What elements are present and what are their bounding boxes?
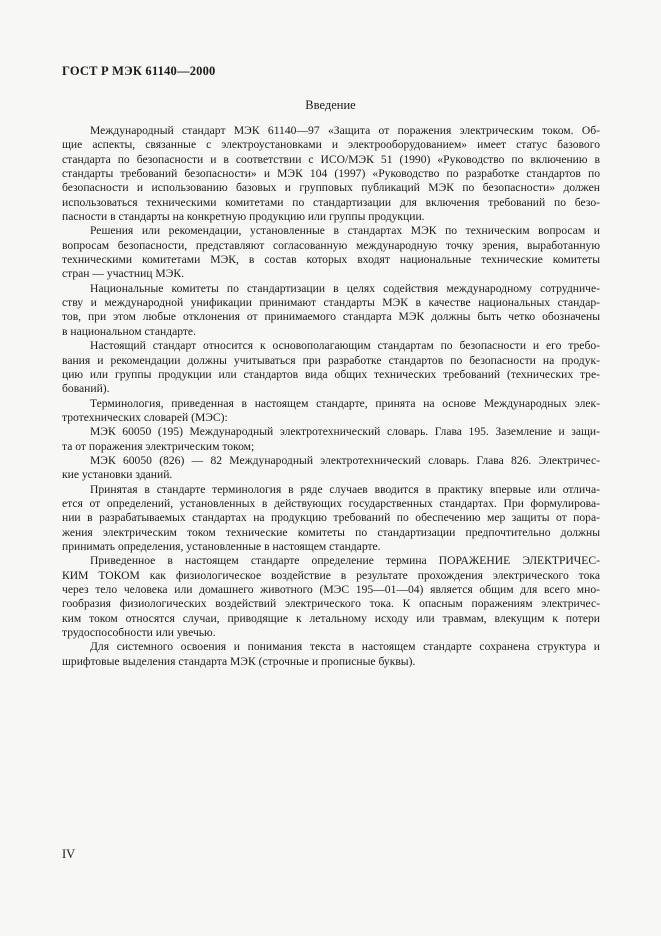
text-line: шрифтовые выделения стандарта МЭК (строчные и прописные буквы).	[62, 654, 416, 668]
text-line: цию или группы продукции или стандартов вида общих технических требований (технических тре-	[62, 367, 600, 381]
text-line: стран — участниц МЭК.	[62, 267, 184, 281]
paragraph	[62, 483, 600, 555]
text-line: МЭК 60050 (195) Международный электротехнический словарь. Глава 195. Заземление и защи-	[90, 425, 600, 439]
introduction-body	[62, 124, 600, 669]
text-line: стандарты требований безопасности» и МЭК 104 (1997) «Руководство по разработке стандартов по	[62, 167, 600, 181]
text-line: бований).	[62, 382, 110, 396]
text-line: щие аспекты, связанные с электроустановками и электрооборудованием» имеет статус базового	[62, 138, 600, 152]
section-title: Введение	[305, 98, 356, 112]
text-line: Настоящий стандарт относится к основополагающим стандартам по безопасности и его требо-	[90, 339, 600, 353]
text-line: Решения или рекомендации, установленные в стандартах МЭК по техническим вопросам и	[90, 224, 600, 238]
text-line: Приведенное в настоящем стандарте определение термина ПОРАЖЕНИЕ ЭЛЕКТРИЧЕС-	[90, 554, 600, 568]
text-line: ким током относятся случаи, приводящие к летальному исходу или травмам, влекущим к потери	[62, 611, 600, 625]
text-line: Международный стандарт МЭК 61140—97 «Защита от поражения электрическим током. Об-	[90, 124, 600, 137]
text-line: гообразия физиологических воздействий электрического тока. К опасным поражениям электричес-	[62, 597, 600, 611]
text-line: ется от определений, установленных в действующих государственных стандартах. При формулирова-	[62, 496, 600, 510]
paragraph	[62, 124, 600, 224]
text-line: трудоспособности или увечью.	[62, 626, 216, 640]
text-line: Для системного освоения и понимания текста в настоящем стандарте сохранена структура и	[90, 640, 600, 654]
page-number: IV	[62, 847, 76, 861]
text-line: тротехнических словарей (МЭС):	[62, 410, 228, 424]
text-line: КИМ ТОКОМ как физиологическое воздействие в результате прохождения электрического тока	[62, 568, 600, 582]
text-line: безопасности и использованию базовых и групповых публикаций МЭК по безопасности» должен	[62, 181, 600, 195]
text-line: принимать определения, установленные в настоящем стандарте.	[62, 539, 381, 553]
paragraph	[62, 282, 600, 339]
text-line: вания и рекомендации должны учитываться при разработке стандартов по безопасности на продук-	[62, 353, 600, 367]
text-line: ству и международной унификации принимают стандарты МЭК в качестве национальных стандар-	[62, 296, 600, 310]
text-line: вопросам безопасности, представляют согласованную международную точку зрения, выработанную	[62, 238, 600, 252]
text-line: Принятая в стандарте терминология в ряде случаев вводится в практику впервые или отлича-	[90, 482, 600, 496]
document-code-header: ГОСТ Р МЭК 61140—2000	[62, 64, 216, 78]
text-line: нии в разрабатываемых стандартах на продукцию требований по обеспечению мер защиты от пора-	[62, 511, 600, 525]
text-line: пасности в стандарты на конкретную продукцию или группы продукции.	[62, 210, 425, 224]
paragraph	[62, 397, 600, 426]
text-line: техническими комитетами МЭК, в состав которых входят национальные технические комитеты	[62, 253, 600, 267]
text-line: в национальном стандарте.	[62, 324, 196, 338]
text-line: та от поражения электрическим током;	[62, 439, 255, 453]
paragraph	[62, 224, 600, 281]
text-line: Терминология, приведенная в настоящем стандарте, принята на основе Международных элек-	[90, 396, 600, 410]
text-line: кие установки зданий.	[62, 468, 173, 482]
paragraph	[62, 554, 600, 640]
text-line: использоваться техническими комитетами по стандартизации для включения требований по безо-	[62, 195, 600, 209]
text-line: Национальные комитеты по стандартизации в целях содействия международному сотрудниче-	[90, 281, 600, 295]
text-line: жения электрическим током технические комитеты по стандартизации предпочтительно должны	[62, 525, 600, 539]
text-line: стандарта по безопасности и в соответствии с ИСО/МЭК 51 (1990) «Руководство по включению в	[62, 152, 600, 166]
text-line: через тело человека или домашнего животного (МЭС 195—01—04) является общим для всего мно-	[62, 583, 600, 596]
paragraph	[62, 339, 600, 396]
text-line: МЭК 60050 (826) — 82 Международный электротехнический словарь. Глава 826. Электричес-	[90, 453, 600, 467]
paragraph	[62, 425, 600, 454]
paragraph	[62, 640, 600, 669]
paragraph	[62, 454, 600, 483]
text-line: тов, при этом любые отклонения от принимаемого стандарта МЭК должны быть четко обозначены	[62, 310, 600, 324]
